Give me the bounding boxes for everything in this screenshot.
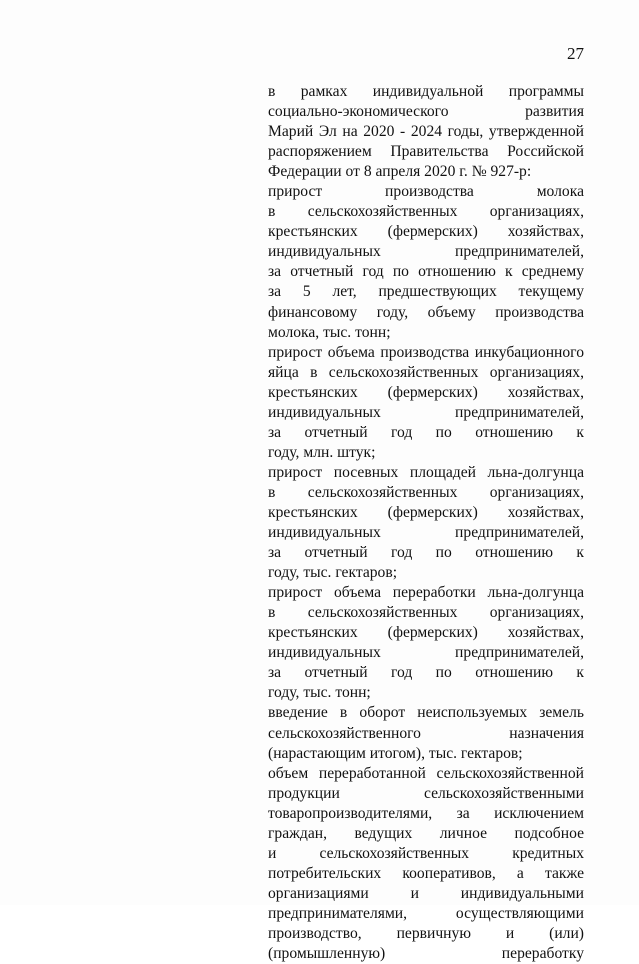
- page-number: 27: [567, 44, 584, 63]
- text-line: (промышленную) переработку: [268, 945, 584, 963]
- text-line: крестьянских (фермерских) хозяйствах,: [268, 383, 584, 401]
- text-line: сельскохозяйственного назначения: [268, 724, 584, 742]
- text-line: крестьянских (фермерских) хозяйствах,: [268, 503, 584, 521]
- text-line: социально-экономического развития: [268, 103, 584, 121]
- text-line: и сельскохозяйственных кредитных: [268, 844, 584, 862]
- text-line: в сельскохозяйственных организациях,: [268, 483, 584, 501]
- document-body-text: [268, 82, 584, 964]
- text-line: в сельскохозяйственных организациях,: [268, 604, 584, 622]
- text-line: индивидуальных предпринимателей,: [268, 644, 584, 662]
- text-line: прирост объема переработки льна-долгунца: [268, 584, 584, 602]
- text-line: предпринимателями, осуществляющими: [268, 904, 584, 922]
- text-line: году, млн. штук;: [268, 443, 376, 461]
- text-line: Марий Эл на 2020 - 2024 годы, утвержденной: [268, 123, 584, 141]
- text-line: Федерации от 8 апреля 2020 г. № 927-р:: [268, 163, 532, 181]
- text-line: граждан, ведущих личное подсобное: [268, 824, 584, 842]
- text-line: в рамках индивидуальной программы: [268, 83, 584, 100]
- text-line: за отчетный год по отношению к: [268, 544, 584, 562]
- text-line: (нарастающим итогом), тыс. гектаров;: [268, 744, 523, 762]
- text-line: прирост посевных площадей льна-долгунца: [268, 463, 584, 481]
- text-line: индивидуальных предпринимателей,: [268, 403, 584, 421]
- text-line: потребительских кооперативов, а также: [268, 864, 584, 882]
- text-line: прирост производства молока: [268, 183, 584, 201]
- text-line: прирост объема производства инкубационного: [268, 343, 584, 361]
- text-line: индивидуальных предпринимателей,: [268, 243, 584, 261]
- text-line: молока, тыс. тонн;: [268, 323, 391, 341]
- text-line: крестьянских (фермерских) хозяйствах,: [268, 624, 584, 642]
- text-line: распоряжением Правительства Российской: [268, 143, 584, 161]
- text-line: введение в оборот неиспользуемых земель: [268, 704, 584, 722]
- text-line: производство, первичную и (или): [268, 924, 584, 942]
- text-line: году, тыс. гектаров;: [268, 564, 398, 582]
- text-line: за 5 лет, предшествующих текущему: [268, 283, 584, 301]
- text-line: индивидуальных предпринимателей,: [268, 524, 584, 542]
- text-line: яйца в сельскохозяйственных организациях,: [268, 363, 584, 381]
- text-line: продукции сельскохозяйственными: [268, 784, 584, 802]
- text-line: организациями и индивидуальными: [268, 884, 584, 902]
- text-line: за отчетный год по отношению к среднему: [268, 263, 584, 281]
- text-line: товаропроизводителями, за исключением: [268, 804, 584, 822]
- text-line: в сельскохозяйственных организациях,: [268, 203, 584, 221]
- text-line: году, тыс. тонн;: [268, 684, 371, 702]
- text-line: объем переработанной сельскохозяйственной: [268, 764, 584, 782]
- text-line: за отчетный год по отношению к: [268, 664, 584, 682]
- text-line: за отчетный год по отношению к: [268, 423, 584, 441]
- text-line: крестьянских (фермерских) хозяйствах,: [268, 223, 584, 241]
- text-line: финансовому году, объему производства: [268, 303, 584, 321]
